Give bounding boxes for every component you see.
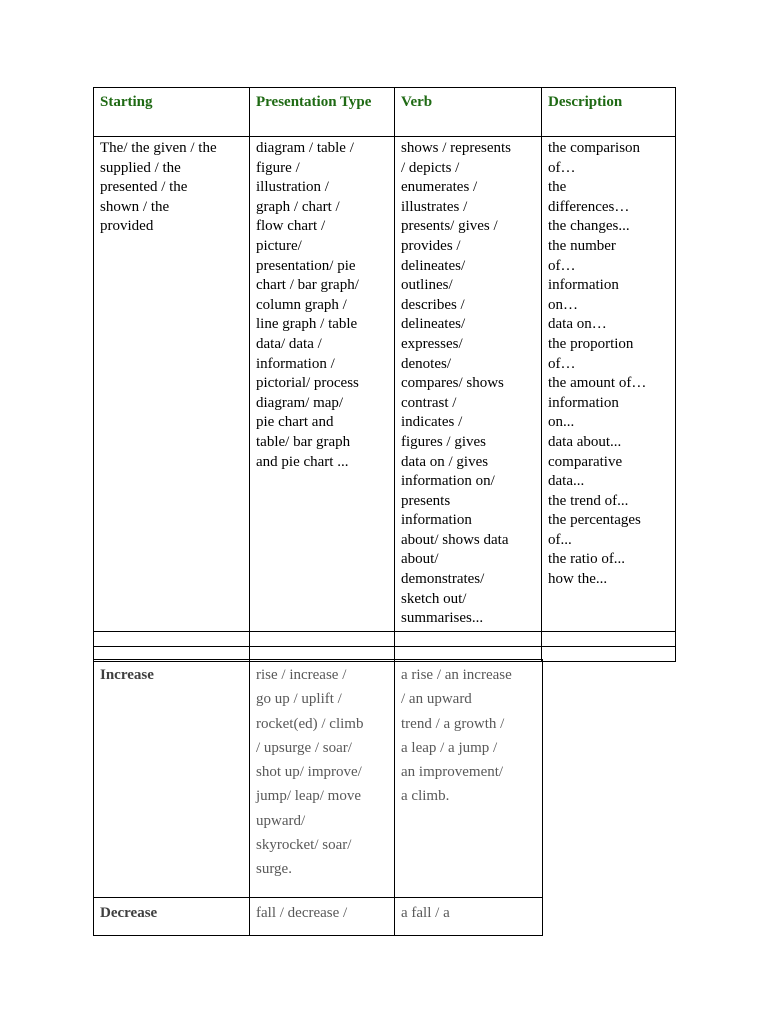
presentation-cell: [250, 137, 395, 632]
change-vocabulary-table: [93, 659, 543, 936]
empty-cell: [395, 631, 542, 646]
verb-cell: [395, 137, 542, 632]
description-cell: [542, 137, 676, 632]
empty-cell: [542, 631, 676, 646]
verbs-cell: [250, 660, 395, 898]
empty-cell: [250, 631, 395, 646]
header-starting: Starting: [94, 88, 250, 137]
verbs-cell: [250, 898, 395, 936]
verb-text: shows / represents / depicts / enumerates / illustrates / presents/ gives / provides / delineates/ outlines/ describes / delineates/ expresses/ denotes/ compares/ shows contrast / indicates / figures / gives data on / gives information on/ presents information about/ shows data about/ demonstrates/ sketch out/ summarises...: [401, 140, 511, 627]
nouns-cell: [395, 898, 543, 936]
verbs-text: rise / increase / go up / uplift / rocket(ed) / climb / upsurge / soar/ shot up/ improve/ jump/ leap/ move upward/ skyrocket/ soar/ surge.: [256, 667, 364, 878]
nouns-text: a rise / an increase / an upward trend / a growth / a leap / a jump / an improvement/ a climb.: [401, 667, 512, 805]
table-row: [94, 137, 676, 632]
verbs-text: fall / decrease /: [256, 905, 348, 921]
table-row: [94, 660, 543, 898]
row-label: Decrease: [94, 898, 250, 936]
table-header-row: [94, 88, 676, 137]
empty-row: [94, 631, 676, 646]
header-presentation-type: Presentation Type: [250, 88, 395, 137]
presentation-text: diagram / table / figure / illustration / graph / chart / flow chart / picture/ presentation/ pie chart / bar graph/ column graph / line graph / table data/ data / information / pictorial/ process diagram/ map/ pie chart and table/ bar graph and pie chart ...: [256, 140, 359, 470]
starting-cell: [94, 137, 250, 632]
nouns-cell: [395, 660, 543, 898]
header-verb: Verb: [395, 88, 542, 137]
description-text: the comparison of… the differences… the changes... the number of… information on… data on… the proportion of… the amount of… information on... data about... comparative data... the trend of... the percentages of... the ratio of... how the...: [548, 140, 647, 588]
table-row: [94, 898, 543, 936]
nouns-text: a fall / a: [401, 905, 450, 921]
empty-cell: [94, 631, 250, 646]
starting-text: The/ the given / the supplied / the presented / the shown / the provided: [100, 140, 217, 235]
vocabulary-table: [93, 87, 676, 662]
empty-cell: [542, 646, 676, 661]
header-description: Description: [542, 88, 676, 137]
row-label: Increase: [94, 660, 250, 898]
